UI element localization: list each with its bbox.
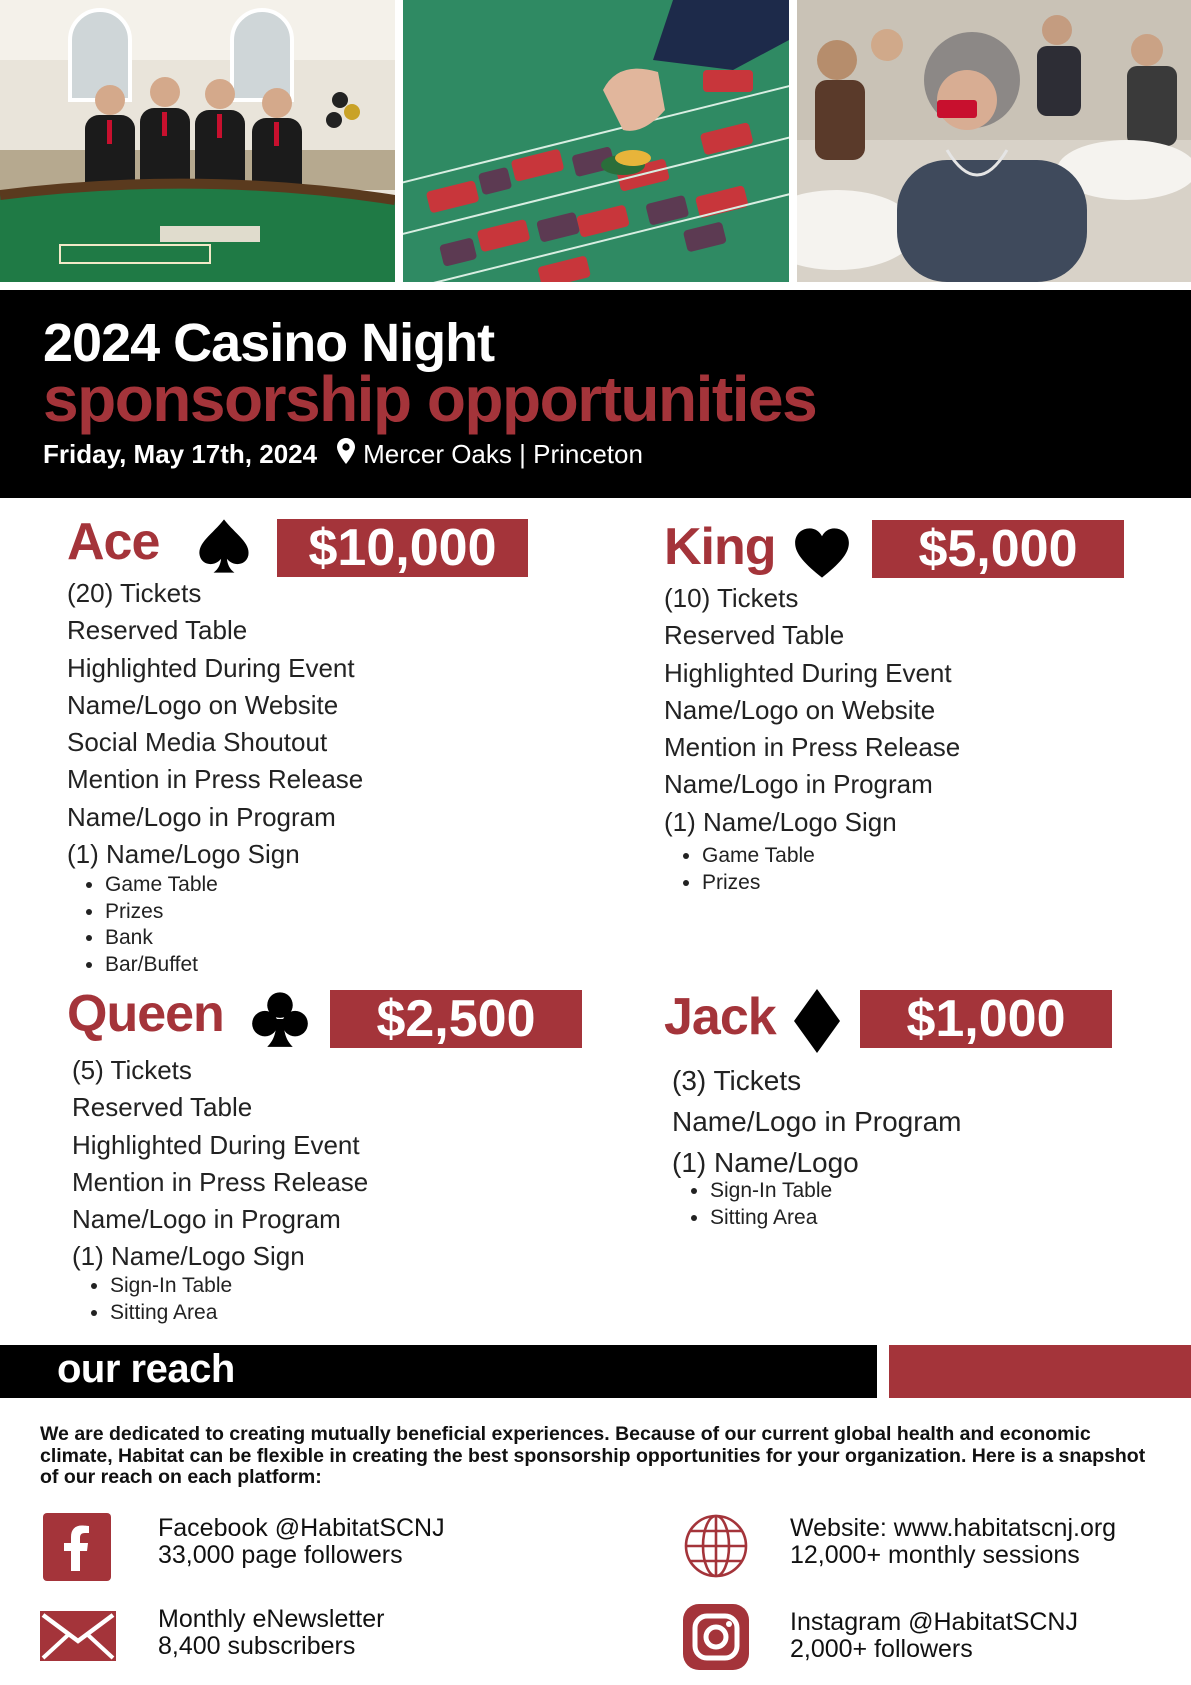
benefit-list: [664, 580, 960, 841]
newsletter-title: Monthly eNewsletter: [158, 1605, 385, 1633]
reach-title: our reach: [57, 1347, 235, 1391]
price-badge: $2,500: [330, 990, 582, 1048]
event-details: [43, 438, 643, 471]
tier-ace: [67, 512, 547, 982]
list-item: (1) Name/Logo Sign: [664, 806, 897, 837]
stat-instagram: [683, 1604, 1163, 1674]
page-subtitle: sponsorship opportunities: [43, 363, 817, 435]
price-badge: $10,000: [277, 519, 528, 577]
list-item: Name/Logo on Website: [67, 689, 339, 720]
reach-accent-bar: [889, 1345, 1191, 1398]
tier-name: Queen: [67, 985, 224, 1043]
facebook-icon: [43, 1513, 111, 1586]
instagram-handle: Instagram @HabitatSCNJ: [790, 1608, 1078, 1636]
sign-options-list: [664, 843, 815, 896]
list-item: Social Media Shoutout: [67, 727, 328, 758]
stat-newsletter: [40, 1604, 500, 1674]
tier-name: Jack: [664, 988, 776, 1046]
sign-options-list: [72, 1273, 232, 1326]
heart-icon: [794, 527, 850, 584]
website-url: Website: www.habitatscnj.org: [790, 1514, 1117, 1542]
list-item: • Prizes: [105, 899, 218, 926]
list-item: • Game Table: [105, 872, 218, 899]
tier-queen: [67, 984, 607, 1334]
list-item: Name/Logo in Program: [664, 769, 933, 800]
list-item: Mention in Press Release: [664, 732, 961, 763]
list-item: • Sitting Area: [710, 1205, 832, 1232]
list-item: (1) Name/Logo Sign: [67, 839, 300, 870]
price-badge: $5,000: [872, 520, 1124, 578]
location-pin-icon: [337, 438, 355, 471]
tier-king: [664, 517, 1144, 917]
list-item: (10) Tickets: [664, 583, 799, 613]
list-item: Mention in Press Release: [72, 1166, 369, 1197]
list-item: • Sitting Area: [110, 1300, 232, 1327]
photo-strip: [0, 0, 1191, 282]
benefit-list: [67, 575, 363, 873]
list-item: Reserved Table: [67, 615, 248, 646]
website-sessions: 12,000+ monthly sessions: [790, 1541, 1080, 1569]
list-item: Highlighted During Event: [72, 1129, 360, 1160]
list-item: Highlighted During Event: [67, 652, 355, 683]
sign-options-list: [672, 1178, 832, 1231]
benefit-list: [72, 1052, 368, 1276]
list-item: • Game Table: [702, 843, 815, 870]
list-item: (5) Tickets: [72, 1055, 192, 1085]
page-title: 2024 Casino Night: [43, 313, 495, 373]
spade-icon: [195, 517, 253, 580]
list-item: Mention in Press Release: [67, 764, 364, 795]
globe-icon: [683, 1513, 749, 1584]
newsletter-subscribers: 8,400 subscribers: [158, 1632, 356, 1660]
list-item: Reserved Table: [664, 620, 845, 651]
facebook-handle: Facebook @HabitatSCNJ: [158, 1514, 445, 1542]
list-item: Name/Logo in Program: [72, 1204, 341, 1235]
envelope-icon: [40, 1611, 116, 1666]
tier-name: King: [664, 518, 776, 576]
list-item: (1) Name/Logo Sign: [72, 1241, 305, 1272]
list-item: • Bar/Buffet: [105, 952, 218, 979]
benefit-list: [672, 1060, 961, 1183]
sign-options-list: [67, 872, 218, 978]
stat-website: [683, 1513, 1163, 1583]
reach-header-bar: [0, 1345, 877, 1398]
tier-jack: [664, 987, 1144, 1237]
event-date: Friday, May 17th, 2024: [43, 439, 318, 469]
photo-dealers-at-craps-table: [0, 0, 395, 282]
list-item: Reserved Table: [72, 1092, 253, 1123]
stat-facebook: [43, 1513, 503, 1583]
list-item: • Bank: [105, 925, 218, 952]
list-item: (1) Name/Logo: [672, 1147, 859, 1178]
event-venue: Mercer Oaks | Princeton: [363, 439, 643, 469]
club-icon: [251, 990, 309, 1053]
list-item: Name/Logo on Website: [664, 694, 936, 725]
list-item: • Prizes: [702, 870, 815, 897]
list-item: Name/Logo in Program: [67, 801, 336, 832]
reach-intro: We are dedicated to creating mutually beneficial experiences. Because of our current global health and economic climate, Habitat can be flexible in creating the best sponsorship opportunities for your organization. Here is a snapshot of our reach on each platform:: [40, 1423, 1146, 1488]
instagram-icon: [683, 1604, 749, 1675]
diamond-icon: [794, 989, 840, 1058]
instagram-followers: 2,000+ followers: [790, 1635, 973, 1663]
list-item: • Sign-In Table: [710, 1178, 832, 1205]
header-band: [0, 290, 1191, 498]
photo-roulette-table: [403, 0, 789, 282]
tier-name: Ace: [67, 513, 160, 571]
list-item: (20) Tickets: [67, 578, 202, 608]
facebook-followers: 33,000 page followers: [158, 1541, 403, 1569]
list-item: • Sign-In Table: [110, 1273, 232, 1300]
list-item: (3) Tickets: [672, 1065, 802, 1096]
list-item: Highlighted During Event: [664, 657, 952, 688]
price-badge: $1,000: [860, 990, 1112, 1048]
list-item: Name/Logo in Program: [672, 1106, 962, 1137]
photo-guest-with-ticket: [797, 0, 1191, 282]
